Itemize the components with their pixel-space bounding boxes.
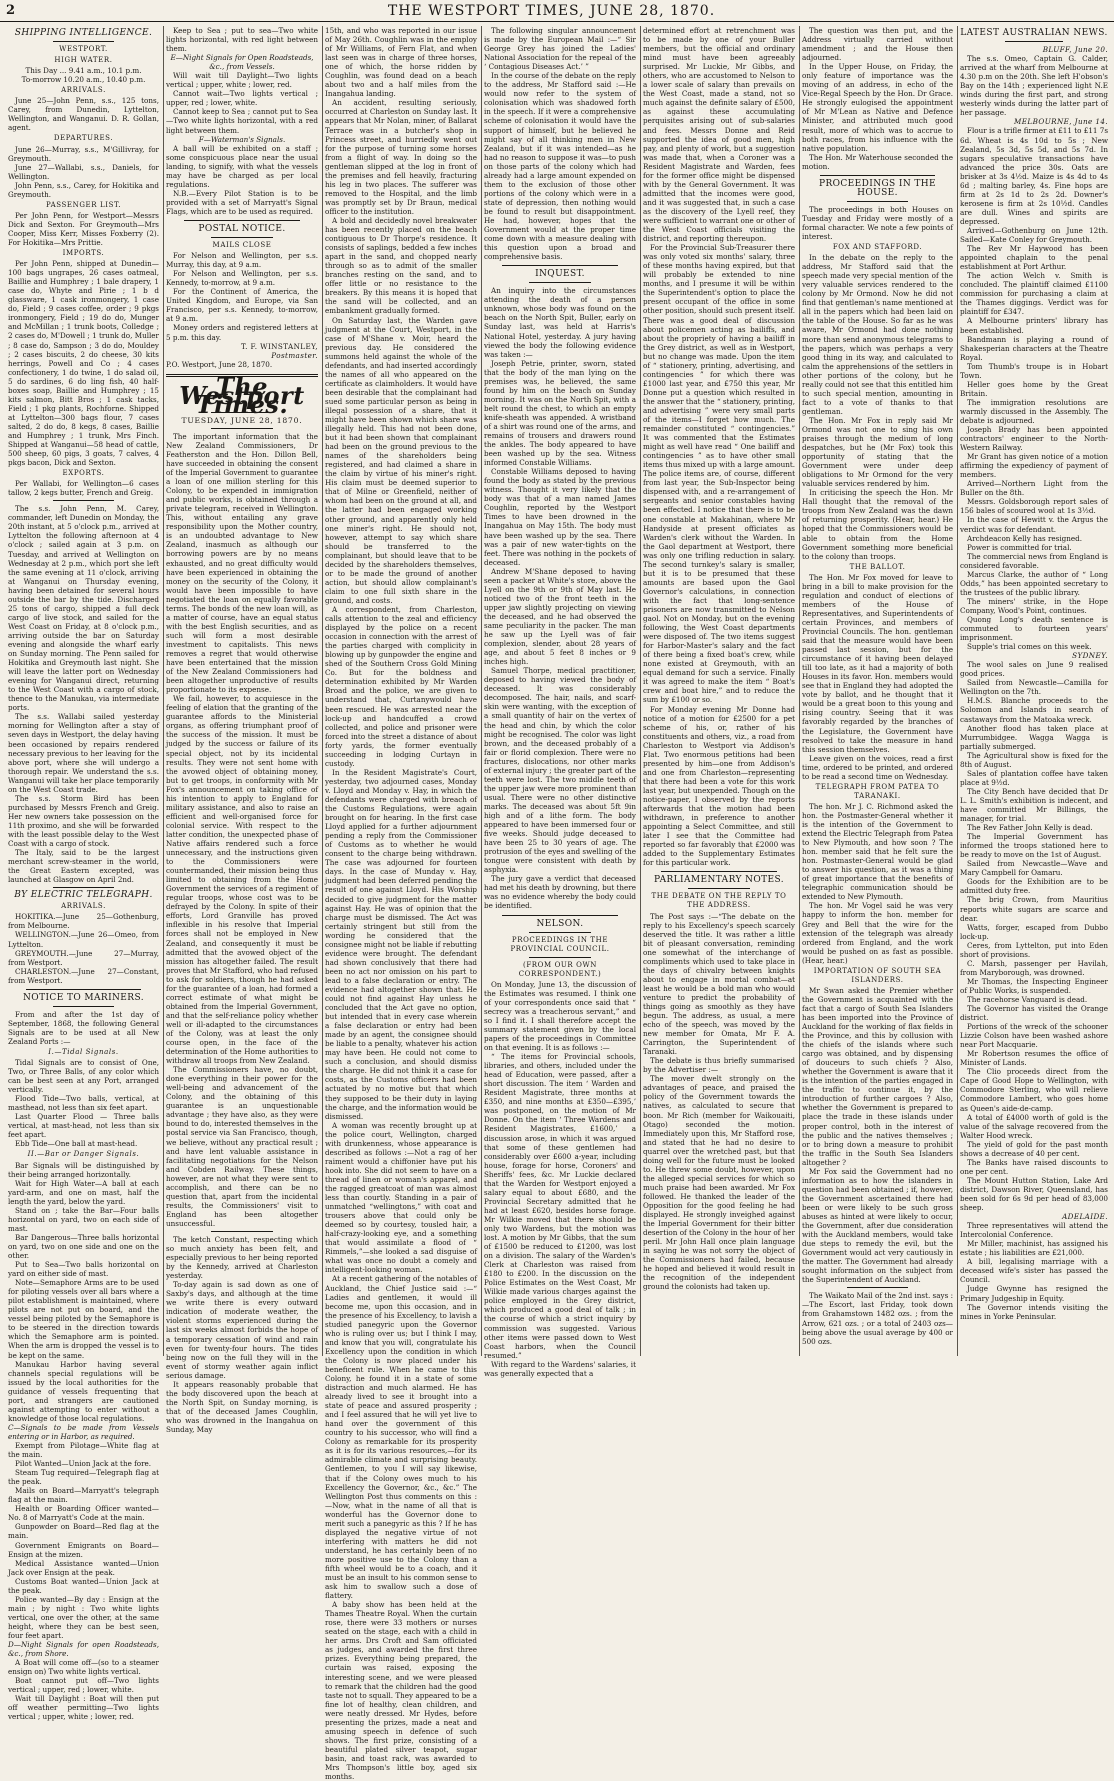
sydney-dateline: SYDNEY. — [1072, 651, 1108, 661]
imports-heading: IMPORTS. — [62, 249, 105, 258]
news-paragraph: The following singular announcement is made by the European Mail :—“ Sir George Grey has joined the Ladies' National Association for the repeal of the ‘ Contagious Diseases Act.’ ” — [484, 26, 636, 72]
parliamentary-paragraph: The Post says :—“The debate on the reply to his Excellency's speech scarcely deserved the title. It was rather a little bit of pleasant conversation, reminding one somewhat of the interchange of compliments which used to take place in the days of chivalry between knights about to engage in mortal combat—at least he would be a bold man who would venture to predict the probability of things going as smoothly as they have begun. The address, as usual, a mere echo of the speech, was moved by the new member for Omata, Mr F. A. Carrington, the Superintendent of Taranaki. — [643, 911, 795, 1057]
signals-paragraph: Will wait till Daylight—Two lights vertical ; upper, white ; lower, red. — [166, 71, 318, 90]
melbourne-item: Archdeacon Kelly has resigned. — [967, 533, 1082, 543]
sydney-item: Another flood has taken place at Murrumbidgee. Wagga Wagga is partially submerged. — [960, 723, 1108, 751]
proceedings-paragraph: Mr Fox said the Government had no information as to how the islanders in question had been obtained ; if, however, the Government ascertained there had been or were likely to be such gross abuses as hinted at were likely to occur, the Government, after due consideration with the Auckland members, would take due steps to remedy the evil, but the Government would act very cautiously in the matter. The Government had already sought information on the subject from the Superintendent of Auckland. — [802, 1166, 953, 1285]
mariners-paragraph: Mails on Board—Marryatt's telegraph flag at the main. — [8, 1486, 159, 1505]
divider — [529, 957, 591, 958]
sydney-item: The Mount Hutton Station, Lake Ard district, Dawson River, Queensland, has been sold for 6s 9d per head of 83,000 sheep. — [960, 1175, 1108, 1213]
mariners-paragraph: Wait for High Water—A ball at each yard-arm, and one on mast, half the length the yard, below the yard. — [8, 1178, 159, 1206]
parliamentary-paragraph: The question was then put, and the Address virtually carried without amendment ; and the House then adjourned. — [802, 26, 953, 63]
passenger-text: Per John Penn, for Westport—Messrs Dick and Sexton. For Greymouth—Mrs Cooper, Miss Kerr, Misses Foxberry (2). For Hokitika—Mrs Prittie. — [8, 210, 159, 247]
divider — [53, 887, 114, 888]
nelson-paragraph: “ The items for Provincial schools, libraries, and others, included under the head of Education, were passed, after a short discussion. The item ‘ Warden and Resident Magistrate, three months at £350, and nine months at £350—£395,’ was postponed, on the motion of Mr Donne. On the item ‘ Three Wardens and Resident Magistrates, £1600,’ a discussion arose, in which it was argued that some of these gentlemen had considerably over £600 a-year, including house, forage for horse, Coroners' and Sheriffs' fees, &c. Mr Luckie declared that the Warden for Westport enjoyed a salary equal to about £680, and the Provincial Secretary admitted that he had at least £620, besides horse forage. Mr Wilkie moved that there should be only two Wardens, but the motion was lost. A motion by Mr Gibbs, that the sum of £1500 be reduced to £1200, was lost on a division. The salary of the Warden's Clerk at Charleston was raised from £180 to £200. In the discussion on the Police Estimates on the West Coast, Mr Wilkie made various charges against the police employed in the Grey district, which produced a good deal of talk ; in the course of which a strict inquiry by commission was suggested. Various other items were passed down to West Coast harbors, when the Council resumed.” — [484, 1052, 636, 1360]
sydney-item: The Rev Father John Kelly is dead. — [967, 823, 1093, 833]
telegraph-item: GREYMOUTH.—June 27—Murray, from Westport. — [8, 948, 159, 967]
news-paragraph: A bold and decidedly novel breakwater has been recently placed on the beach contiguous to Dr Thorpe's residence. It consists of saplings, bedded a few inches apart in the sand, and chopped nearly through so as to admit of the smaller branches resting on the sand, and to offer little or no resistance to the breakers. By this means it is hoped that the sand will be collected, and an embankment gradually formed. — [325, 215, 477, 316]
column-5 — [640, 26, 797, 1356]
divider — [688, 888, 750, 889]
masthead-title: THE WESTPORT TIMES, JUNE 28, 1870. — [387, 2, 716, 19]
sydney-item: The City Bench have decided that Dr L. L. Smith's exhibition is indecent, and have committed Mr Billings, the manager, for trial. — [960, 786, 1108, 824]
telegraph-item: CHARLESTON.—June 27—Constant, from Westport. — [8, 966, 159, 985]
latest-australian-heading: LATEST AUSTRALIAN NEWS. — [960, 28, 1108, 38]
mariners-paragraph: Last Quarter Flood — Three balls vertical, at mast-head, not less than six feet apart. — [8, 1112, 159, 1140]
mariners-paragraph: Pilot Wanted—Union Jack at the fore. — [15, 1459, 152, 1469]
proceedings-paragraph: In the debate on the reply to the address, Mr Stafford said that the speech made very special mention of the very valuable services rendered to the colony by Mr Ormond. Now he did not find that gentleman's name mentioned at all in the papers which had been laid on the table of the House. So far as he was aware, Mr Ormond had done nothing more than send anonymous telegrams to the papers, which was perhaps a very good thing in its way, and calculated to calm the apprehensions of the settlers in other portions of the colony, but he really could not see that this entitled him to such special mention, amounting in fact to a vote of thanks to that gentleman. — [802, 253, 953, 416]
mariners-paragraph: Government Emigrants on Board—Ensign at the mizen. — [8, 1540, 159, 1559]
mariners-paragraph: Bar Dangerous—Three balls horizontal on yard, two on one side and one on the other. — [8, 1232, 159, 1260]
column-4 — [481, 26, 638, 1378]
sydney-item: Mr Robertson resumes the office of Minister of Lands. — [960, 1049, 1108, 1068]
nelson-correspondent: (FROM OUR OWN CORRESPONDENT.) — [518, 960, 602, 978]
melbourne-item: The commercial news from England is considered favorable. — [960, 551, 1108, 570]
news-paragraph: At a recent gathering of the notables of Auckland, the Chief Justice said :—“ Ladies and gentlemen, it would ill become me, upon this occasion, and in the presence of his Excellency, to lavish a studied panegyric upon the Governor who is ruling over us; but I think I may, and know that you will, congratulate his Excellency upon the condition in which the Colony is now placed under his beneficent rule. When he came to this Colony, he found it in a state of some distraction and much alarmed. He has already lived to see it brought into a state of peace and assured prosperity ; and I feel assured that he will yet live to hand over the government of this country to his successor, who will find a Colony as remarkable for its prosperity as it is for its various resources,—for its admirable climate and surprising beauty. Gentlemen, to you I will say likewise, that if the Colony owes much to his Excellency the Governor, &c., &c.” The Wellington Post thus comments on this :—Now, what in the name of all that is wonderful has the Governor done to merit such a panegyric as this ? If he has displayed the negative virtue of not interfering with matters he did not understand, he has certainly been of no more positive use to the Colony than a fifth wheel would be to a coach, and it must be an insult to his common sense to ask him to swallow such a dose of flattery. — [325, 1274, 477, 1601]
nelson-paragraph: For the Provincial Sub-Treasurer there was only voted six months' salary, three of these months having expired, but that will probably be extended to nine months, and I presume it will be within the Superintendent's option to place the present occupant of the office in some other position, should such present itself. There was a good deal of discussion about policemen acting as bailiffs, and about the propriety of having a bailiff in the Grey district, as well as in Westport, but no change was made. Upon the item of “ stationery, printing, advertising, and contingencies ” for which there was £1000 last year, and £750 this year, Mr Donne put a question which resulted in the answer that the “ stationery, printing, and advertising ” were very small parts of the items—I forget how much. The remainder constituted “ contingencies.” It was commented that the Estimates might as well have read “ One bailiff and contingencies ” as to have other small items thus mixed up with a large amount. The police items are, of course, different from last year, the Sub-Inspector being dispensed with, and a re-arrangement of sergeants and senior constables having been effected. I notice that there is to be one constable at Makahinan, where Mr Handyside at present officiates as Warden's clerk without the Warden. In the Gaol department at Westport, there was only one trifling reduction in salary. The second turnkey's salary is smaller, but it is to be presumed that these amounts are based upon the Gaol Governor's calculations, in connection with the fact that long-sentence prisoners are now transmitted to Nelson gaol. Not on Monday, but on the evening following, the West Coast departments were disposed of. The two items suggest for Harbor-Master's salary and the fact of there being a fixed boat's crew, while none existed at Greymouth, with an equal demand for such a service. Finally it was agreed to make the item “ Boat's crew and boat hire,” and to reduce the sum by £100 or so. — [643, 243, 796, 705]
parliamentary-paragraph: The mover dwelt strongly on the advantages of peace, and praised the policy of the Government towards the natives, as calculated to secure that boon. Mr Rich (member for Waikouaiti, Otago) seconded the motion. Immediately upon this, Mr Stafford rose, and stated that he had no desire to quarrel over the wretched past, but that doing well for the future must be looked to. He threw some doubt, however, upon the alleged special services for which so much praise had been awarded. Mr Fox followed. He thanked the leader of the Opposition for the good feeling he had displayed. He strongly inveighed against the Imperial Government for their bitter desertion of the Colony in the hour of her peril. Mr John Hall once plain language in saying he was not sorry the object of the Commissioners had failed, because he hoped and believed it would result in the recognition of the independent ground the colonists had taken up. — [643, 1074, 795, 1292]
adelaide-item: Mr Miller, machinist, has assigned his estate ; his liabilities are £21,000. — [960, 1239, 1108, 1258]
telegraph-heading: BY ELECTRIC TELEGRAPH. — [14, 890, 153, 901]
nelson-heading: NELSON. — [536, 918, 584, 929]
melbourne-item: The Rev Mr Haywood has been appointed chaplain to the penal establishment at Port Arthur. — [960, 244, 1108, 272]
inquest-paragraph: Joseph Petrie, printer, sworn, stated that the body of the man lying on the premises was, he believed, the same found by him on the beach on Sunday morning. It was on the North Spit, with a belt round the chest, to which an empty knife-sheath was appended. A wristband of a shirt was round one of the arms, and remains of trousers and drawers round the ankles. The body appeared to have been washed up by the sea. Witness informed Constable Williams. — [484, 358, 636, 468]
mariners-paragraph: Exempt from Pilotage—White flag at the main. — [8, 1440, 159, 1460]
divider — [26, 989, 141, 990]
proceedings-paragraph: Leave given on the voices, read a first time, ordered to be printed, and ordered to be read a second time on Wednesday. — [802, 753, 953, 781]
masthead — [0, 0, 1114, 22]
column-3 — [322, 26, 479, 1781]
column-1 — [6, 26, 161, 1722]
departures-item: June 27—Wallabi, s.s., Daniels, for Wellington. — [8, 162, 159, 181]
column-6 — [799, 26, 955, 1356]
proceedings-paragraph: The hon. Mr Vogel said he was very happy to inform the hon. member for Grey and Bell that the wire for the extension of the telegraph was already ordered from England, and the work would be pushed on as fast as possible. (Hear, hear.) — [802, 901, 953, 965]
signals-paragraph: Cannot keep to Sea ; cannot put to Sea—Two white lights horizontal, with a red light between them. — [166, 107, 318, 135]
postal-item: For Nelson and Wellington, per s.s. Kennedy, to-morrow, at 9 a.m. — [166, 269, 318, 288]
mariners-paragraph: Ebb Tide—One ball at mast-head. — [15, 1139, 138, 1149]
departures-item: June 26—Murray, s.s., M'Gillivray, for Greymouth. — [8, 144, 159, 163]
inquest-paragraph: Samuel Thorpe, medical practitioner, deposed to having viewed the body of deceased. It was considerably decomposed. The hair, nails, and scarf-skin were wanting, with the exception of a small quantity of hair on the vertex of the head and chin, by which the color might be recognised. The color was light brown, and the deceased probably of a fair or florid complexion. There were no fractures, dislocations, nor other marks of external injury ; the greater part of the teeth were lost. The two middle teeth of the upper jaw were more prominent than usual. There were no other distinctive marks. The deceased was about 5ft 9in high and of a lithe form. The body appeared to have been immersed four or five weeks. Should judge deceased to have been 25 to 30 years of age. The protrusion of the eyes and swelling of the tongue were consistent with death by asphyxia. — [484, 666, 636, 875]
signals-paragraph: Keep to Sea ; put to sea—Two white lights horizontal, with red light between them. — [166, 26, 318, 54]
divider — [529, 282, 591, 283]
bluff-dateline: BLUFF, June 20. — [1042, 45, 1108, 55]
ballot-heading: THE BALLOT. — [849, 562, 906, 571]
parliamentary-paragraph: The Hon. Mr Waterhouse seconded the motion. — [802, 152, 953, 171]
parliamentary-paragraph: The debate is thus briefly summarised by the Advertiser :— — [643, 1056, 795, 1075]
adelaide-item: A bill, legalising marriage with a deceased wife's sister has passed the Council. — [960, 1257, 1108, 1285]
sydney-item: Sailed from Newcastle—Camilla for Wellington on the 7th. — [960, 678, 1108, 697]
arrivals-heading: ARRIVALS. — [61, 86, 106, 95]
inquest-paragraph: An inquiry into the circumstances attending the death of a person unknown, whose body was found on the beach on the North Spit, Buller, early on Sunday last, was held at Harris's National Hotel, yesterday. A jury having viewed the body the following evidence was taken :— — [484, 286, 636, 359]
postal-date: P.O. Westport, June 28, 1870. — [166, 359, 273, 369]
nelson-paragraph: With regard to the Wardens' salaries, it was generally expected that a — [484, 1359, 636, 1378]
melbourne-item: Flour is a trifle firmer at £11 to £11 7s 6d. Wheat is 4s 10d to 5s ; New Zealand, 5s 3d, 5s 5d, and 5s 7d. In sugars speculative transactions have advanced the price 30s. Oats are brisker at 3s 4½d. Maize is 4s 4d to 4s 6d ; malting barley, 4s. Fine hops are firm at 2s 1d to 2s 2d. Downer's kerosene is firm at 2s 10½d. Candles are dull. Wines and spirits are depressed. — [960, 126, 1109, 226]
sydney-item: The wool sales on June 9 realised good prices. — [960, 660, 1108, 679]
sydney-item: Goods for the Exhibition are to be admitted duty free. — [960, 877, 1108, 896]
mariners-paragraph: From and after the 1st day of September, 1868, the following General Signals are to be used at all New Zealand Ports :— — [8, 1009, 159, 1046]
adelaide-item: Three representatives will attend the Intercolonial Conference. — [960, 1221, 1108, 1240]
telegraph-item: WELLINGTON.—June 26—Omeo, from Lyttelton. — [8, 930, 159, 949]
divider — [1005, 41, 1063, 42]
news-paragraph: In the course of the debate on the reply to the address, Mr Stafford said :—He would now refer to the system of colonisation which was shadowed forth in the speech. If it were a comprehensive scheme of colonisation it would have the support of himself, but he believed he might say of all thinking men in New Zealand, but if it was intended—as he had no reason to suppose it was—to push on those parts of the colony which had already had a large amount expended on them to the exclusion of those other portions of the colony which were in a state of depression, then nothing would be found to result but disappointment. He had, however, hopes that the Government would at the proper time come down with a measure dealing with this question upon a broad and comprehensive basis. — [484, 71, 636, 262]
high-water-heading: HIGH WATER. — [54, 56, 113, 65]
divider — [211, 237, 273, 238]
parliamentary-heading: PARLIAMENTARY NOTES. — [653, 875, 785, 886]
inquest-paragraph: Constable Williams deposed to having found the body as stated by the previous witness. Thought it very likely that the body was that of a man named James Coughlin, reported by the Westport Times to have been drowned in the Inangahua on May 15th. The body must have been washed up by the sea. There was a pair of new water-tights on the feet. There was nothing in the pockets of deceased. — [484, 467, 636, 567]
shipping-paragraph: The s.s. John Penn, M. Carey, commander, left Dunedin on Monday, the 20th instant, at 5 o'clock p.m., arrived at Lyttelton the following afternoon at 4 o'clock ; sailed again at 3 p.m. on Tuesday, and arrived at Wellington on Wednesday at 2 p.m., which port she left the same evening at 11 o'clock, arriving at Wanganui on Thursday evening, having been detained for several hours outside the bar by the tide. Discharged 25 tons of cargo, shipped a full deck cargo of live stock, and sailed for the West Coast on Friday, at 8 o'clock p.m., arriving outside the bar on Saturday evening and alongside the wharf early on Sunday morning. The Penn sailed for Hokitika and Greymouth last night. She will leave the latter port on Wednesday evening for Wanganui direct, returning to the West Coast with a cargo of stock, thence to the Manukau, via intermediate ports. — [8, 504, 159, 713]
mariners-paragraph: Note—Semaphore Arms are to be used for piloting vessels over all bars where a pilot establishment is maintained, where pilots are not put on board, and the vessel being piloted by the Semaphore is to be steered in the direction towards which the Semaphore arm is pointed. When the arm is dropped the vessel is to be kept on the same. — [8, 1278, 159, 1360]
melbourne-item: Arrived—Northern Light from the Buller on the 8th. — [960, 479, 1108, 498]
high-water-tomorrow: To-morrow 10.20 a.m., 10.40 p.m. — [21, 75, 146, 85]
fox-stafford-heading: FOX AND STAFFORD. — [832, 243, 923, 252]
tidal-heading: I.—Tidal Signals. — [48, 1047, 119, 1056]
postal-item: For the Continent of America, the United Kingdom, and Europe, via San Francisco, per s.s. Kennedy, to-morrow, at 9 a.m. — [166, 287, 318, 324]
news-paragraph: An accident, resulting seriously, occurred at Charleston on Sunday last. It appears that Mr Nolan, miner, of Ballarat Terrace was in a butcher's shop in Princess street, and hurriedly went out for the purpose of turning some horses from a flight of way. In doing so the gentleman slipped at the log in front of the premises and fell heavily, fracturing his leg in two places. The sufferer was removed to the Hospital, and the limb was promptly set by Dr Braun, medical officer to the institution. — [325, 98, 477, 216]
divider — [847, 1287, 908, 1288]
divider — [184, 220, 300, 221]
melbourne-item: The action Welch v. Smith is concluded. The plaintiff claimed £1100 commission for purchasing a claim at the Thames diggings. Verdict was for plaintiff for £347. — [960, 271, 1108, 317]
proceedings-heading: PROCEEDINGS IN THE HOUSE. — [818, 178, 936, 198]
inquest-paragraph: The jury gave a verdict that deceased had met his death by drowning, but there was no evidence whereby the body could be identified. — [484, 874, 636, 911]
proceedings-paragraph: The Hon. Mr Fox moved for leave to bring in a bill to make provision for the regulation and conduct of elections of members of the House of Representatives, and Superintendents of certain Provinces, and members of Provincial Councils. The hon. gentleman said that the measure would have been passed last session, but for the circumstance of it having been delayed till too late, as it had a majority of both Houses in its favor. Hon. members would see that in England they had adopted the vote by ballot, and he thought that it would be a great boon to this young and rising country. Seeing that it was favorably regarded by the branches of the Legislature, the Government have resolved to take the measure in hand this session themselves. — [802, 572, 953, 754]
column-2 — [163, 26, 320, 1434]
nelson-subheading: PROCEEDINGS IN THE PROVINCIAL COUNCIL. — [510, 935, 610, 953]
high-water-today: This Day ... 9.41 a.m., 10.1 p.m. — [25, 66, 142, 76]
melbourne-item: Power is committed for trial. — [967, 542, 1072, 552]
news-paragraph: A baby show has been held at the Thames Theatre Royal. When the curtain rose, there were 33 mothers or nurses seated on the stage, each with a child in her arms. Drs Croft and Sam officiated as judges, and awarded the first three prizes. Everything being prepared, the curtain was raised, exposing the interesting scene, and we were pleased to remark that the children had the good taste not to squall. They appeared to be a fine lot of healthy, clean children, and were neatly dressed. Mr Hydes, before presenting the prizes, made a neat and amusing speech in defence of such shows. The first prize, consisting of a beautiful plated silver teapot, sugar basin, and toast rack, was awarded to Mrs Thompson's little boy, aged six months. — [325, 1600, 477, 1781]
divider — [53, 41, 114, 42]
mariners-paragraph: Wait till Daylight : Boat will then put off weather permitting—Two lights vertical ; upper, white ; lower, red. — [8, 1694, 159, 1722]
mariners-paragraph: A Boat will come off—(so to a steamer ensign on) Two white lights vertical. — [8, 1658, 159, 1677]
melbourne-item: Bandmann is playing a round of Shakesperian characters at the Theatre Royal. — [960, 334, 1108, 362]
sydney-item: The Banks have raised discounts to one per cent. — [960, 1157, 1108, 1176]
sydney-item: Ceres, from Lyttelton, put into Eden short of provisions. — [960, 940, 1108, 959]
melbourne-item: Tom Thumb's troupe is in Hobart Town. — [960, 361, 1108, 380]
proceedings-paragraph: The Hon. Mr Fox in reply said Mr Ormond was not one to sing his own praises through the medium of long despatches, but he (Mr Fox) took this opportunity of stating that the Government were under deep obligations to Mr Ormond for the very valuable services rendered by him. — [802, 415, 953, 489]
melbourne-item: Quong Long's death sentence is commuted to fourteen years' imprisonment. — [960, 615, 1108, 643]
postal-item: For Nelson and Wellington, per s.s. Murray, this day, at 9 a.m. — [166, 251, 318, 270]
melbourne-item: Messrs. Goldsborough report sales of 156 bales of scoured wool at 1s 3½d. — [960, 497, 1108, 516]
melbourne-item: In the case of Hewitt v. the Argus the verdict was for defendant. — [960, 515, 1108, 534]
proceedings-paragraph: The proceedings in both Houses on Tuesday and Friday were mostly of a formal character. We note a few points of interest. — [802, 204, 953, 241]
inquest-paragraph: Andrew M'Shane deposed to having seen a packer at White's store, above the Lyell on the 9th or 9th of May last. He noticed two of the front teeth in the upper jaw slightly projecting on viewing the deceased, and he had observed the same peculiarity in the packer. The man he saw up the Lyell was of fair complexion, slender, about 28 years of age, and about 5 feet 8 inches or 9 inches high. — [484, 566, 636, 667]
divider — [847, 201, 908, 202]
mariners-paragraph: Health or Boarding Officer wanted—No. 8 of Marryatt's Code at the main. — [8, 1504, 159, 1523]
sydney-item: Mr Thomas, the Inspecting Engineer of Public Works, is suspended. — [960, 976, 1108, 995]
news-paragraph: The ketch Constant, respecting which so much anxiety has been felt, and especially previous to her being reported by the Kennedy, arrived at Charleston yesterday. — [166, 1235, 318, 1281]
nelson-paragraph: For Monday evening Mr Donne had notice of a motion for £2500 for a pet scheme of his, or, rather of his constituents and others, viz., a road from Charleston to Westport via Addison's Flat. Two enormous petitions had been presented by him—one from Addison's and one from Charleston—representing that there had been a vote for this work last year, but unexpended. Though on the notice-paper, I observed by the reports afterwards that the motion had been withdrawn, in preference to another appointing a Select Committee, and still later I see that the Committee had reported so far favorably that £2000 was added to the Supplementary Estimates for this particular work. — [643, 704, 795, 868]
divider — [53, 500, 114, 501]
proceedings-paragraph: In criticising the speech the Hon. Mr Hall thought that the removal of the troops from New Zealand was the dawn of returning prosperity. (Hear, hear.) He hoped that the Commissioners would be able to obtain from the Home Government something more beneficial to the colony than troops. — [802, 488, 953, 561]
proceedings-paragraph: Mr Swan asked the Premier whether the Government is acquainted with the fact that a cargo of South Sea Islanders has been imported into the Province of Auckland for the working of flax fields in the Province, and this by collusion with the chiefs of the islands where such cargo was obtained, and by dispensing of douceurs to such chiefs ? Also, whether the Government is aware that it is the intention of the parties engaged in the traffic to continue it, by the introduction of further cargoes ? Also, whether the Government is prepared to place the trade in these islands under proper control, both in the interest of the public and the natives themselves ; or to bring down a measure to prohibit the traffic in the South Sea Islanders altogether ? — [802, 985, 953, 1167]
waikato-paragraph: The Waikato Mail of the 2nd inst. says : —The Escort, last Friday, took down from Grahamstown 1482 ozs. ; from the Arrow, 621 ozs. ; or a total of 2403 ozs—being above the usual average by 400 or 500 ozs. — [802, 1291, 953, 1346]
melbourne-item: Supple's trial comes on this week. — [967, 642, 1092, 652]
mariners-paragraph: Boat cannot put off—Two lights vertical ; upper, red ; lower, white. — [8, 1676, 159, 1695]
sydney-item: Sales of plantation coffee have taken place at 9½d. — [960, 768, 1108, 787]
mariners-paragraph: Stand on ; take the Bar—Four balls horizontal on yard, two on each side of mast. — [8, 1205, 159, 1233]
melbourne-item: Heller goes home by the Great Britain. — [960, 379, 1108, 398]
shipping-paragraph: The Italy, said to be the largest merchant screw-steamer in the world, the Great Eastern excepted, was launched at Glasgow on April 2nd. — [8, 848, 159, 885]
sydney-item: Portions of the wreck of the schooner Lizzie Colson have been washed ashore near Port Macquarie. — [960, 1022, 1108, 1050]
postmaster-title: Postmaster. — [271, 350, 318, 360]
mariners-paragraph: Police wanted—By day : Ensign at the main ; by night : Two white lights vertical, one over the other, at the same height, where they can be best seen, four feet apart. — [8, 1594, 159, 1640]
postal-heading: POSTAL NOTICE. — [198, 223, 286, 234]
divider — [211, 1231, 273, 1232]
proceedings-paragraph: The hon. Mr J. C. Richmond asked the hon. the Postmaster-General whether it is the intention of the Government to extend the Electric Telegraph from Patea to New Plymouth, and how soon ? The hon. member said that he felt sure the hon. Postmaster-General would be glad to answer his question, as it was a thing of great importance that the benefits of telegraphic communication should be extended to New Plymouth. — [802, 801, 953, 902]
sydney-item: The Clio proceeds direct from the Cape of Good Hope to Wellington, with Commodore Sterling, who will relieve Commodore Lambert, who goes home as Queen's aide-de-camp. — [960, 1067, 1108, 1113]
melbourne-item: The miners' strike, in the Hope Company, Wood's Point, continues. — [960, 596, 1108, 615]
nelson-paragraph: determined effort at retrenchment was to be made by one of your Buller members, but the official and ordinary mind must have been agreeably surprised. Mr Luckie, Mr Gibbs, and others, who are accustomed to Nelson to a lower scale of salary than prevails on the West Coast, made a stand, not so much against the definite salary of £500, as against these accumulating perquisites arising out of sub-salaries and fees. Messrs Donne and Reid supported the idea of good men, high pay, and plenty of work, but a suggestion was made that, when a Coroner was a Resident Magistrate and Warden, fees for the former office might be dispensed with by the General Government. It was admitted that the incomes were good, and it was suggested that, in such a case as the discovery of the Lyell reef, they were sufficient to warrant one or other of the West Coast officials visiting the district, and reporting thereupon. — [643, 26, 795, 244]
inquest-heading: INQUEST. — [535, 269, 585, 280]
editorial-paragraph: The Commissioners have, no doubt, done everything in their power for the well-being and advancement of the Colony, and the obtaining of this guarantee is an unquestionable advantage ; they have also, as they were bound to do, interested themselves in the postal service via San Francisco, though, we believe, without any practical result ; and have lent valuable assistance in facilitating negotiations for the Nelson and Cobden Railway. These things, however, are not what they were sent to accomplish, and there can be no question that, apart from the incidental results, the Commissioners' visit to England has been altogether unsuccessful. — [166, 1065, 318, 1228]
postal-item: Money orders and registered letters at 5 p.m. this day. — [166, 323, 318, 342]
news-paragraph: A correspondent, from Charleston, calls attention to the zeal and efficiency displayed by the police on a recent occasion in connection with the arrest of the parties charged with complicity in blowing up by gunpowder the engine and shed of the Southern Cross Gold Mining Co. But for the boldness and determination exhibited by Mr Warden Broad and the police, we are given to understand that, Curtanywould have been rescued. He was arrested near the lock-up and handcuffed a crowd collected, and police and prisoner were forced into the street a distance of about forty yards, the former eventually succeeding in lodging Curtayn in custody. — [325, 605, 477, 768]
passenger-heading: PASSENGER LIST. — [45, 200, 122, 209]
signals-paragraph: Cannot wait—Two lights vertical ; upper, red ; lower, white. — [166, 89, 318, 108]
sydney-item: The yield of gold for the past month shows a decrease of 40 per cent. — [960, 1139, 1108, 1158]
adelaide-dateline: ADELAIDE. — [1062, 1212, 1108, 1222]
mariners-paragraph: Medical Assistance wanted—Union Jack over Ensign at the peak. — [8, 1558, 159, 1577]
shipping-heading: SHIPPING INTELLIGENCE. — [14, 28, 153, 38]
exports-heading: EXPORTS. — [62, 469, 105, 478]
divider — [661, 871, 777, 872]
news-paragraph: To-day again is sad down as one of Saxby's days, and although at the time we write there is every outward indication of moderate weather, the violent storms experienced during the last six weeks almost forbids the hope of a temporary cessation of wind and rain even for twenty-four hours. The tides being now on the full they will in the event of stormy weather again inflict serious damage. — [166, 1280, 318, 1380]
melbourne-item: The immigration resolutions are warmly discussed in the Assembly. The debate is adjourned. — [960, 397, 1108, 425]
signals-paragraph: A ball will be exhibited on a staff ; some conspicuous place near the usual landing, to signify, with what the vessels may have be charged as per local regulations. — [166, 143, 318, 189]
sydney-item: Watts, forger, escaped from Dubbo lock-up. — [960, 922, 1108, 941]
bar-heading: II.—Bar or Danger Signals. — [27, 1150, 140, 1159]
divider — [529, 932, 591, 933]
newspaper-nameplate: The Westport Times. — [179, 371, 305, 419]
night-signals-heading: D—Night Signals for open Roadsteads, &c., from Shore. — [8, 1640, 159, 1659]
bluff-paragraph: The s.s. Omeo, Captain G. Calder, arrived at the wharf from Melbourne at 4.30 p.m on the 20th. She left H'obson's Bay on the 14th ; experienced light N.E winds during the first part, and strong westerly winds during the latter part of her passage. — [960, 54, 1108, 118]
adelaide-item: Judge Gwynne has resigned the Primary Judgeship in Equity. — [960, 1284, 1108, 1303]
mariners-paragraph: Put to Sea—Two balls horizontal on yard on either side of mast. — [8, 1260, 159, 1279]
signals-paragraph: N.B.—Every Pilot Station is to be provided with a set of Marryatt's Signal Flags, which are to be used as required. — [166, 188, 318, 216]
exports-text: Per Wallabi, for Wellington—6 cases tallow, 2 kegs butter, French and Greig. — [8, 479, 159, 498]
editorial-dateline: TUESDAY, JUNE 28, 1870. — [181, 415, 303, 425]
column-7 — [957, 26, 1110, 1356]
divider — [820, 175, 935, 176]
divider — [211, 428, 273, 429]
sydney-item: H.M.S. Blanche proceeds to the Solomon and Islands in search of castaways from the Matoaka wreck. — [960, 696, 1108, 724]
melbourne-item: Arrived—Gothenburg on June 12th. Sailed—Kate Conley for Greymouth. — [960, 225, 1108, 245]
sydney-item: The Governor has visited the Orange district. — [960, 1004, 1108, 1023]
news-paragraph: 15th, and who was reported in our issue of May 26th. Coughlin was in the employ of Mr Williams, of Fern Flat, and when last seen was in charge of three horses, one of which, the horse ridden by Coughlin, was found dead on a beach about two and a half miles from the Inangahua landing. — [325, 26, 477, 99]
parliamentary-subheading: THE DEBATE ON THE REPLY TO THE ADDRESS. — [651, 892, 787, 910]
sydney-item: Sailed from Newcastle—Wave and Mary Campbell for Oamaru. — [960, 859, 1108, 878]
news-paragraph: In the Resident Magistrate's Court, yesterday, two adjourned cases, Monday v. Lloyd and Monday v. Hay, in which the defendants were charged with breach of the Customs Regulations, were again brought on for hearing. In the first case Lloyd applied for a further adjournment pending a reply from the Commissioner of Customs as to whether he would consent to the charge being withdrawn. The case was adjourned for fourteen days. In the case of Munday v. Hay, judgment had been deferred pending the result of one against Lloyd. His Worship decided to give judgment for the matter against Hay. He was of opinion that the charge must be dismissed. The Act was certainly stringent but still from the wording he considered that the consignee might not be liable if rebutting evidence were brought. The defendant had shown conclusively that there had been no act nor omission on his part to lead to a false declaration or entry. The evidence had altogether shown that. He could not find against Hay unless he concluded that the Act gave no option, but intended that in every case wherein a false declaration or entry had been made by an agent, the consignee should be liable to a penalty, whatever his action may have been. He could not come to such a conclusion, and should dismiss the charge. He did not think it a case for costs, as the Customs officers had been actuated by no motive but that which they supposed to be their duty in laying the charge, and the information would be dismissed. — [325, 767, 477, 1121]
sydney-item: C. Marsh, passenger per Havilah, from Maryborough, was drowned. — [960, 958, 1108, 977]
parliamentary-paragraph: In the Upper House, on Friday, the only feature of importance was the moving of an address, in echo of the Vice-Regal Speech by the Hon. Dr Grace. He strongly eulogised the appointment of Mr M'Lean as Native and Defence Minister, and attributed much good result, more of which was to accrue to both races, from his influence with the native population. — [802, 62, 953, 153]
news-paragraph: On Saturday last, the Warden gave judgment at the Court, Westport, in the case of M'Shane v. Moir, heard the previous day. He considered the summons held against the whole of the defendants, and had inserted accordingly the names of all who appeared on the certificate as claimholders. It would have been desirable that the complainant had sued some particular person as being in illegal possession of a share, that it might have been shown which share was illegally held. This had not been done, but it had been shown that complainant had been on the ground previous to the names of the shareholders being registered, and had claimed a share in the claim by virtue of his miner's right. His claim must be deemed superior to that of Milne or Greenfield, neither of whom had been on the ground at all, and the latter had been engaged working other ground, and apparently only held one miner's right. He should not, however, attempt to say which share should be transferred to the complainant, but should leave that to be decided by the shareholders themselves, or to be made the ground of another action, but should allow complainant's claim to one full sixth share in the ground, and costs. — [325, 315, 477, 605]
melbourne-item: Joseph Brady has been appointed contractors' engineer to the North-Western Railway. — [960, 425, 1108, 453]
sydney-item: The racehorse Vanguard is dead. — [967, 994, 1088, 1004]
telegraph-patea-heading: TELEGRAPH FROM PATEA TO TARANAKI. — [815, 782, 940, 800]
mariners-paragraph: Flood Tide—Two balls, vertical, at masthead, not less than six feet apart. — [8, 1094, 159, 1113]
mariners-heading: NOTICE TO MARINERS. — [23, 992, 144, 1003]
adelaide-item: The Governor intends visiting the mines in Yorke Peninsular. — [960, 1302, 1108, 1321]
divider — [502, 915, 618, 916]
shipping-paragraph: The s.s. Wallabi sailed yesterday morning for Wellington after a stay of seven days in Westport, the delay having been occasioned by repairs rendered necessary previous to her leaving for the above port, where she will undergo a thorough repair. We understand the s.s. Wanganui will take her place temporarily on the West Coast trade. — [8, 712, 159, 794]
melbourne-item: A Melbourne printers' library has been established. — [960, 316, 1108, 335]
news-paragraph: It appears reasonably probable that the body discovered upon the beach at the North Spit, on Sunday morning, is that of the deceased James Coughlin, who was drowned in the Inangahua on Sunday, May — [166, 1379, 318, 1434]
telegraph-arrivals-heading: ARRIVALS. — [61, 902, 106, 911]
waterman-heading: F—Waterman's Signals. — [198, 134, 286, 144]
postmaster-name: T. F. WINSTANLEY, — [241, 341, 318, 351]
sydney-item: The Agricultural show is fixed for the 8th of August. — [960, 750, 1108, 769]
mariners-paragraph: Customs Boat wanted—Union Jack at the peak. — [8, 1576, 159, 1595]
mariners-paragraph: Tidal Signals are to consist of One, Two, or Three Balls, of any color which can be best seen at any Port, arranged vertically. — [8, 1058, 159, 1095]
departures-item: John Penn, s.s., Carey, for Hokitika and Greymouth. — [8, 180, 159, 199]
nelson-paragraph: On Monday, June 13, the discussion of the Estimates was resumed. I think one of your correspondents once said that “ secrecy was a treacherous servant,” and so I find it. I shall therefore accept the summary statement given by the local papers of the proceedings in Committee on that evening. It is as follows :— — [484, 979, 636, 1053]
departures-heading: DEPARTURES. — [53, 134, 114, 143]
telegraph-item: HOKITIKA.—June 25—Gothenburg, from Melbourne. — [8, 912, 159, 931]
sydney-item: The Imperial Government has informed the troops stationed here to be ready to move on the 1st of August. — [960, 832, 1108, 860]
mariners-paragraph: Gunpowder on Board—Red flag at the main. — [8, 1522, 159, 1541]
arrivals-text: June 25—John Penn, s.s., 125 tons, Carey, from Dunedin, Lyttelton, Wellington, and Wanganui. D. R. Gollan, agent. — [8, 96, 159, 133]
news-paragraph: A woman was recently brought up at the police court, Wellington, charged with drunkenness, whose appearance is described as follows :—Not a rag of her raiment would a chiffonier have put his hook into. She did not seem to have on a thread of linen or woman's apparel, and the ragged greatcoat of man was almost less than courtly. Standing in a pair of unmatched “wellingtons,” with coat and trousers above that could only be deemed so by courtesy, tousled hair, a half-crazy-looking eye, and a something that would assimilate a flood of “ Rimmels,”—she looked a sad disguise of what was once no doubt a comely and intelligent-looking woman. — [325, 1120, 477, 1275]
mariners-paragraph: Manukau Harbor having several channels special regulations will be issued by the local authorities for the guidance of vessels frequenting that port, and strangers are cautioned against attempting to enter without a knowledge of those local regulations. — [8, 1359, 159, 1423]
sydney-item: The brig Crown, from Mauritius reports white sugars are scarce and dear. — [960, 895, 1108, 923]
shipping-paragraph: The s.s. Storm Bird has been purchased by Messrs French and Greig. Her new owners take possession on the 11th proximo, and she will be forwarded with the least possible delay to the West Coast with a cargo of stock. — [8, 793, 159, 849]
sydney-item: A total of £4000 worth of gold is the value of the salvage recovered from the Walter Hood wreck. — [960, 1112, 1108, 1140]
imports-text: Per John Penn, shipped at Dunedin—100 bags ungrapes, 26 cases oatmeal, Baillie and Humphrey ; 1 bale drapery, 1 case do, Whyte and Pirie ; 1 b d glassware, 1 cask ironmongery, 1 case do, Field ; 9 cases coffee, order ; 9 pkgs ironmongery, Field ; 19 do do, Munger and McMillan ; 1 trunk boots, Colledge ; 2 cases do, M'Dowell ; 1 trunk do, Muller ; 8 case do, Sampson ; 3 do do, Mouldey ; 2 cases biscuits, 2 do cheese, 30 kits herrings, Powell and Co ; 4 cases confectionery, 1 do twine, 1 do salad oil, 5 do sardines, 6 do ling fish, 40 half-boxes soap, Baillie and Humphrey ; 15 kits salmon, Bitt Bros ; 1 cask tacks, Field ; 1 pkg plants, Rochforne. Shipped at Lyttelton—300 bags flour, 7 cases salted, 2 do do, 8 kegs, 8 cases, Baillie and Humphrey ; 1 trunk, Mrs Finch. Shipped at Wanganui—58 head of cattle, 500 sheep, 60 pigs, 3 goats, 7 calves, 4 pkgs bacon, Dick and Sexton. — [8, 259, 159, 468]
mariners-paragraph: Bar Signals will be distinguished by their being arranged horizontally. — [8, 1160, 159, 1179]
importation-heading: IMPORTATION OF SOUTH SEA ISLANDERS. — [813, 966, 942, 984]
mariners-paragraph: Steam Tug required—Telegraph flag at the peak. — [8, 1468, 159, 1487]
editorial-paragraph: We fail, however, to acquiesce in the feeling of elation that the granting of the guarantee affords to the Ministerial organs, as offering triumphant proof of the success of the mission. It must be judged by the success or failure of its special object, not by its incidental results. They were not sent home with the avowed object of obtaining money, but to get troops, in conformity with Mr Fox's announcement on taking office of his intention to apply to England for military assistance, and also to raise an efficient and well-organised force for colonial service. With respect to the latter condition, the unexpected phase of Native affairs rendered such a force unnecessary, and the instructions given to the Commissioners were countermanded, their mission being thus limited to obtaining from the Home Government the services of a regiment of regular troops, whose cost was to be defrayed by the Colony. In spite of their efforts, Lord Granville has proved inflexible in his resolve that Imperial forces shall not be employed in New Zealand, and consequently it must be admitted that the avowed object of the mission has altogether failed. The result proves that Mr Stafford, who had refused to ask for soldiers, though he had asked for the guarantee of a loan, had formed a correct estimate of what might be obtained from the Imperial Government, and that the self-reliance policy whether well or ill-adapted to the circumstances of the Colony, was at least the only course open, in the face of the determination of the Home authorities to withdraw all troops from New Zealand. — [166, 694, 318, 1066]
westport-heading: WESTPORT. — [59, 45, 108, 54]
columns — [6, 26, 1109, 1781]
divider — [502, 265, 618, 266]
editorial-paragraph: The important information that the New Zealand Commissioners, Dr Featherston and the Hon. Dillon Bell, have succeeded in obtaining the consent of the Imperial Government to guarantee a loan of one million sterling for this Colony, to be expended in immigration and public works, is obtained through a private telegram, received in Wellington. This, without entailing any grave responsibility upon the Mother country, is an undoubted advantage to New Zealand, inasmuch as although our borrowing powers are by no means exhausted, and no great difficulty would have been experienced in obtaining the money on the security of the Colony, it would have been impossible to have negotiated the loan on equally favorable terms. The bonds of the new loan will, as a matter of course, have an equal status with the best English securities, and as such will form a most desirable investment to capitalists. This news removes a regret that would otherwise have been entertained that the mission of the New Zealand Commissioners had been altogether unproductive of results proportionate to its expense. — [166, 431, 318, 695]
divider — [53, 1006, 114, 1007]
melbourne-dateline: MELBOURNE, June 14. — [1014, 117, 1108, 127]
melbourne-item: Mr Grant has given notice of a motion affirming the expediency of payment of members. — [960, 452, 1108, 480]
mails-close-heading: MAILS CLOSE — [212, 241, 272, 250]
page-number: 2 — [6, 3, 16, 18]
signals-heading: C—Signals to be made from Vessels entering or in Harbor, as required. — [8, 1422, 159, 1441]
melbourne-item: Marcus Clarke, the author of “ Long Odds,” has been appointed secretary to the trustees of the public library. — [960, 569, 1108, 597]
night-vessels-heading: E—Night Signals for Open Roadsteads, &c., from Vessels. — [170, 53, 314, 72]
